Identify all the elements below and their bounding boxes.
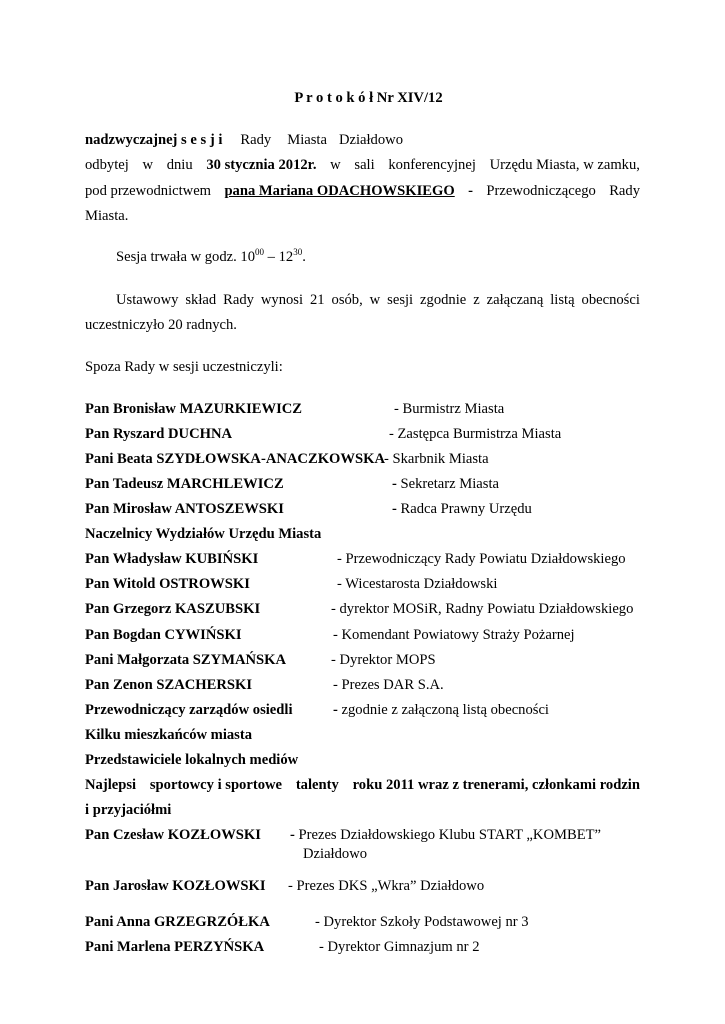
attendee-role: - dyrektor MOSiR, Radny Powiatu Działdowskiego (331, 601, 634, 617)
session-time: Sesja trwała w godz. $10^{00} - 12^{30}$. (116, 247, 306, 265)
intro-line-2: odbytej w dniu 30 stycznia 2012r. w sali konferencyjnej Urzędu Miasta, w zamku, (85, 157, 640, 173)
composition-line-2: uczestniczyło 20 radnych. (85, 317, 237, 333)
attendee-name: Pan Tadeusz MARCHLEWICZ (85, 476, 284, 492)
attendee-name: Pan Władysław KUBIŃSKI (85, 551, 259, 567)
attendee-group: Kilku mieszkańców miasta (85, 727, 253, 743)
attendee-role: - Skarbnik Miasta (384, 451, 489, 467)
attendee-role: - Prezes DKS „Wkra” Działdowo (288, 878, 485, 894)
attendee-name: Pan Grzegorz KASZUBSKI (85, 601, 261, 617)
attendee-role: - Prezes DAR S.A. (333, 677, 444, 693)
attendee-role: - Prezes Działdowskiego Klubu START „KOMBET” (290, 827, 602, 843)
attendee-role: - zgodnie z załączoną listą obecności (333, 702, 549, 718)
composition-line-1: Ustawowy skład Rady wynosi 21 osób, w sesji zgodnie z załączaną listą obecności (116, 292, 640, 308)
attendee-name: Pani Marlena PERZYŃSKA (85, 939, 265, 955)
attendee-name: Pan Bogdan CYWIŃSKI (85, 627, 242, 643)
intro-line-1: nadzwyczajnej s e s j i Rady Miasta Działdowo (85, 132, 403, 148)
attendee-name: Pan Mirosław ANTOSZEWSKI (85, 501, 284, 517)
attendee-group: Przedstawiciele lokalnych mediów (85, 752, 299, 768)
session-date: 30 stycznia 2012r. (206, 157, 317, 173)
intro-line-4: Miasta. (85, 208, 129, 224)
attendee-name: Pan Czesław KOZŁOWSKI (85, 827, 261, 843)
attendee-name: Pani Beata SZYDŁOWSKA-ANACZKOWSKA (85, 451, 386, 467)
attendee-name: Pan Jarosław KOZŁOWSKI (85, 878, 266, 894)
attendee-name: Pan Zenon SZACHERSKI (85, 677, 253, 693)
attendee-name: Pan Witold OSTROWSKI (85, 576, 250, 592)
outside-header: Spoza Rady w sesji uczestniczyli: (85, 359, 283, 375)
attendee-name: Pani Małgorzata SZYMAŃSKA (85, 652, 287, 668)
attendee-role: - Wicestarosta Działdowski (337, 576, 498, 592)
attendee-group: Przewodniczący zarządów osiedli (85, 702, 293, 718)
attendee-name: Pan Ryszard DUCHNA (85, 426, 233, 442)
intro-line-3: pod przewodnictwem pana Mariana ODACHOWSKIEGO - Przewodniczącego Rady (85, 183, 640, 199)
attendee-role: - Radca Prawny Urzędu (392, 501, 532, 517)
attendee-role: - Dyrektor MOPS (331, 652, 436, 668)
attendee-role: - Zastępca Burmistrza Miasta (389, 426, 562, 442)
document-title: P r o t o k ó ł Nr XIV/12 (294, 90, 443, 106)
attendee-role: - Sekretarz Miasta (392, 476, 499, 492)
chairman-name: pana Mariana ODACHOWSKIEGO (224, 183, 455, 199)
attendee-role: - Burmistrz Miasta (394, 401, 505, 417)
attendee-role: - Komendant Powiatowy Straży Pożarnej (333, 627, 575, 643)
attendee-role-continued: Działdowo (303, 846, 368, 862)
attendee-group: Naczelnicy Wydziałów Urzędu Miasta (85, 526, 322, 542)
session-type: nadzwyczajnej s e s j i (85, 132, 223, 148)
attendee-name: Pani Anna GRZEGRZÓŁKA (85, 914, 270, 930)
athletes-line-2: i przyjaciółmi (85, 802, 172, 818)
attendee-role: - Przewodniczący Rady Powiatu Działdowskiego (337, 551, 626, 567)
athletes-line-1: Najlepsi sportowcy i sportowe talenty roku 2011 wraz z trenerami, członkami rodzin (85, 777, 640, 793)
attendee-role: - Dyrektor Gimnazjum nr 2 (319, 939, 480, 955)
attendee-name: Pan Bronisław MAZURKIEWICZ (85, 401, 303, 417)
attendee-role: - Dyrektor Szkoły Podstawowej nr 3 (315, 914, 529, 930)
